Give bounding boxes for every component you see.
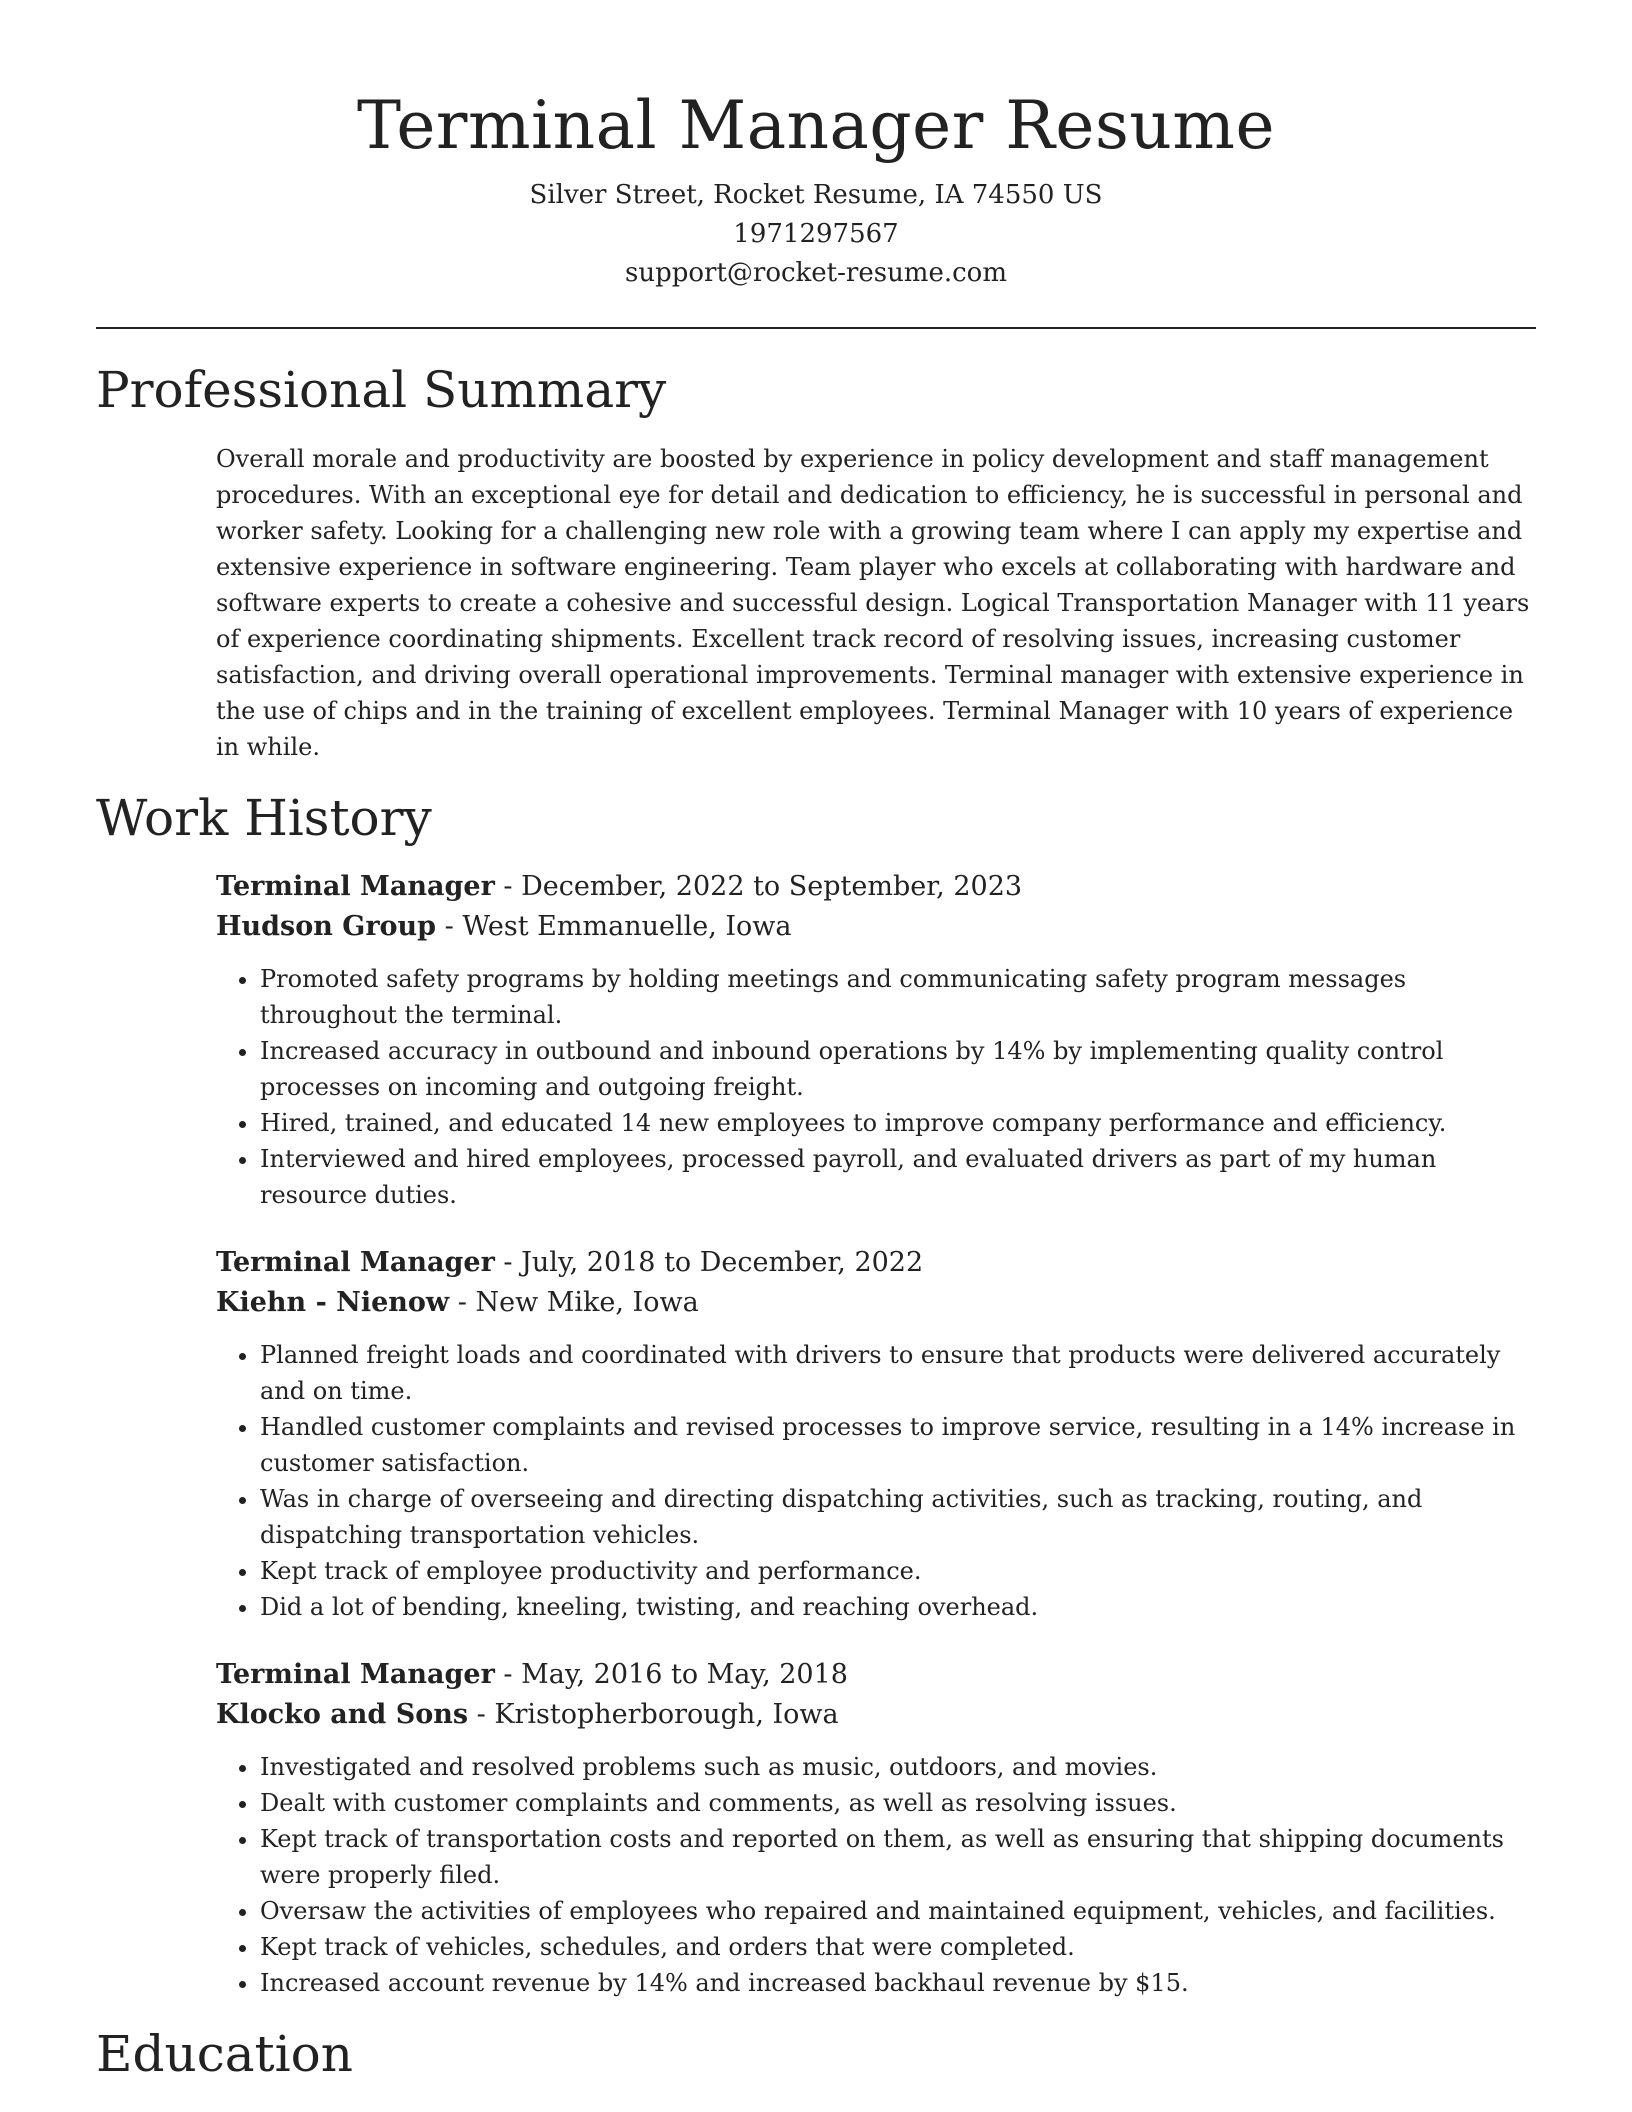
job-bullet: • Did a lot of bending, kneeling, twisting, and reaching overhead.	[260, 1589, 1536, 1625]
summary-text: Overall morale and productivity are boosted by experience in policy development and staff management procedures. With an exceptional eye for detail and dedication to efficiency, he is successful in personal and worker safety. Looking for a challenging new role with a growing team where I can apply my expertise and extensive experience in software engineering. Team player who excels at collaborating with hardware and software experts to create a cohesive and successful design. Logical Transportation Manager with 11 years of experience coordinating shipments. Excellent track record of resolving issues, increasing customer satisfaction, and driving overall operational improvements. Terminal manager with extensive experience in the use of chips and in the training of excellent employees. Terminal Manager with 10 years of experience in while.	[216, 445, 1530, 761]
separator: -	[468, 1699, 495, 1730]
contact-phone: 1971297567	[733, 219, 899, 249]
section-title-summary: Professional Summary	[96, 361, 667, 419]
job-bullet: • Kept track of transportation costs and reported on them, as well as ensuring that shipping documents were properly filed.	[260, 1821, 1536, 1893]
separator: -	[449, 1287, 476, 1318]
job-bullet: • Planned freight loads and coordinated with drivers to ensure that products were delivered accurately and on time.	[260, 1337, 1536, 1409]
job-role: Terminal Manager	[216, 1247, 495, 1278]
job-dates: July, 2018 to December, 2022	[521, 1247, 924, 1278]
job-role: Terminal Manager	[216, 1659, 495, 1690]
separator: -	[494, 1659, 522, 1690]
job-location: New Mike, Iowa	[475, 1287, 699, 1318]
job-bullet: • Dealt with customer complaints and comments, as well as resolving issues.	[260, 1785, 1536, 1821]
job-title-line	[216, 1243, 1536, 1283]
job-entry	[216, 1243, 1536, 1625]
contact-block	[96, 176, 1536, 293]
job-bullet: • Hired, trained, and educated 14 new employees to improve company performance and efficiency.	[260, 1105, 1536, 1141]
job-bullet: • Handled customer complaints and revised processes to improve service, resulting in a 14% increase in customer satisfaction.	[260, 1409, 1536, 1481]
job-bullet: • Kept track of vehicles, schedules, and orders that were completed.	[260, 1929, 1536, 1965]
separator: -	[494, 871, 522, 902]
job-entry	[216, 1655, 1536, 2001]
job-company: Klocko and Sons	[216, 1699, 469, 1730]
job-bullet: • Kept track of employee productivity and performance.	[260, 1553, 1536, 1589]
job-bullet: • Increased accuracy in outbound and inbound operations by 14% by implementing quality control processes on incoming and outgoing freight.	[260, 1033, 1536, 1105]
section-title-work-history: Work History	[96, 789, 432, 847]
job-dates: December, 2022 to September, 2023	[521, 871, 1023, 902]
job-bullets	[216, 961, 1536, 1213]
job-bullet: • Interviewed and hired employees, processed payroll, and evaluated drivers as part of my human resource duties.	[260, 1141, 1536, 1213]
section-title-education: Education	[96, 2025, 353, 2083]
job-role: Terminal Manager	[216, 871, 495, 902]
job-title-line	[216, 1655, 1536, 1695]
job-company: Hudson Group	[216, 911, 437, 942]
job-company-line	[216, 1695, 1536, 1735]
job-company: Kiehn - Nienow	[216, 1287, 450, 1318]
job-dates: May, 2016 to May, 2018	[521, 1659, 848, 1690]
resume-header	[96, 0, 1536, 293]
job-location: West Emmanuelle, Iowa	[462, 911, 792, 942]
job-bullets	[216, 1337, 1536, 1625]
job-title-line	[216, 867, 1536, 907]
resume-page	[96, 0, 1536, 2085]
job-bullets	[216, 1749, 1536, 2001]
job-bullet: • Investigated and resolved problems such as music, outdoors, and movies.	[260, 1749, 1536, 1785]
contact-address: Silver Street, Rocket Resume, IA 74550 US	[529, 180, 1103, 210]
job-entry	[216, 867, 1536, 1213]
header-divider	[96, 327, 1536, 329]
job-bullet: • Increased account revenue by 14% and increased backhaul revenue by $15.	[260, 1965, 1536, 2001]
job-bullet: • Was in charge of overseeing and directing dispatching activities, such as tracking, routing, and dispatching transportation vehicles.	[260, 1481, 1536, 1553]
separator: -	[436, 911, 463, 942]
job-company-line	[216, 907, 1536, 947]
job-bullet: • Oversaw the activities of employees who repaired and maintained equipment, vehicles, and facilities.	[260, 1893, 1536, 1929]
contact-email: support@rocket-resume.com	[624, 258, 1007, 288]
job-bullet: • Promoted safety programs by holding meetings and communicating safety program messages throughout the terminal.	[260, 961, 1536, 1033]
separator: -	[494, 1247, 522, 1278]
job-location: Kristopherborough, Iowa	[494, 1699, 839, 1730]
job-company-line	[216, 1283, 1536, 1323]
resume-title: Terminal Manager Resume	[356, 87, 1276, 164]
